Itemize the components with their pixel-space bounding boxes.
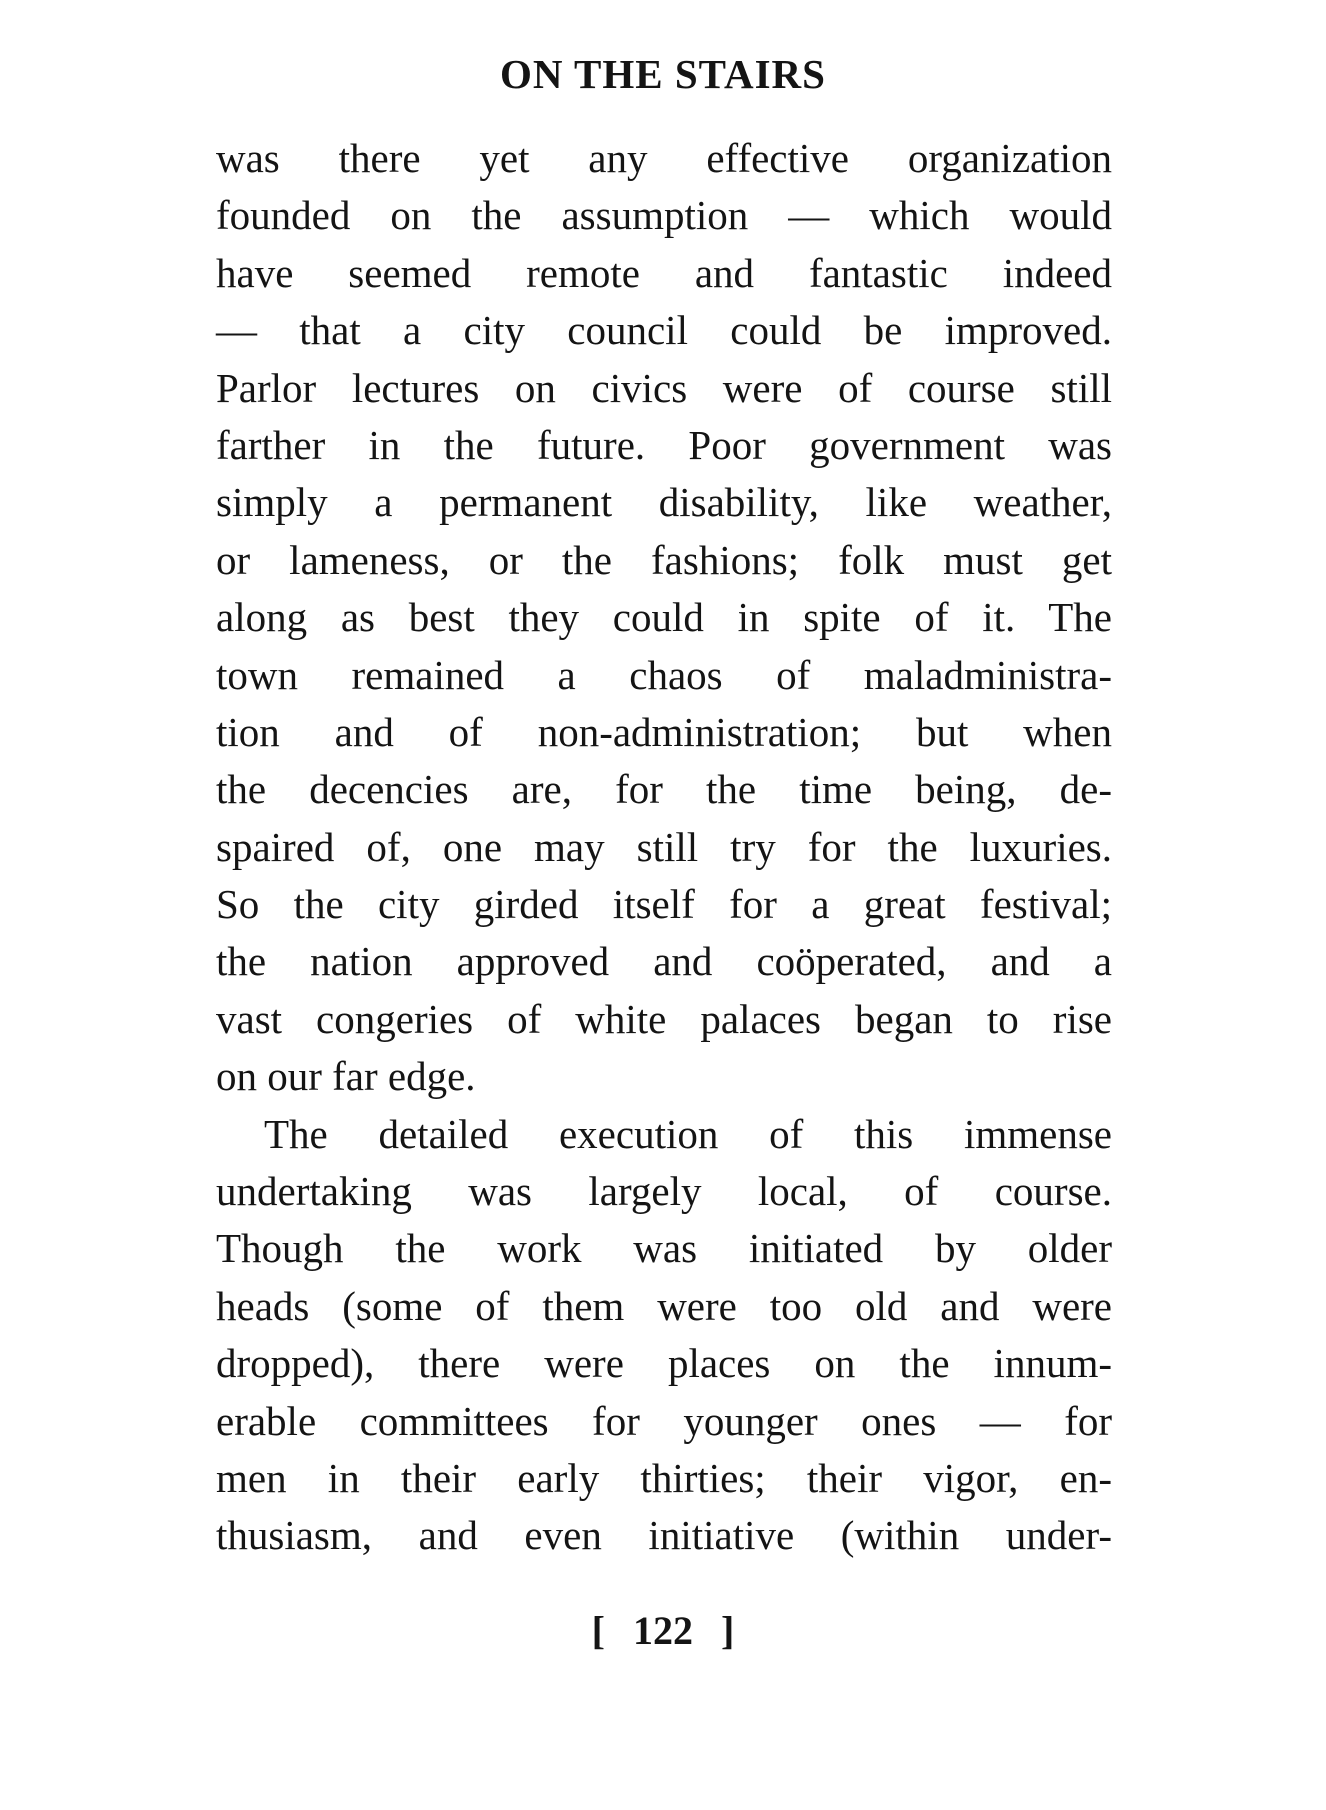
running-head: ON THE STAIRS <box>500 51 826 97</box>
text-line: So the city girded itself for a great festival; <box>216 881 1112 928</box>
body-text <box>216 130 1112 1565</box>
text-line: The detailed execution of this immense <box>264 1110 1112 1157</box>
text-line: Though the work was initiated by older <box>216 1225 1112 1272</box>
text-line: dropped), there were places on the innum- <box>216 1340 1112 1387</box>
paragraph-1 <box>216 130 1112 1106</box>
text-line: town remained a chaos of maladministra- <box>216 651 1112 698</box>
page-number-value: 122 <box>633 1608 693 1653</box>
text-line: men in their early thirties; their vigor, en- <box>216 1454 1112 1501</box>
text-line: undertaking was largely local, of course. <box>216 1168 1112 1215</box>
text-line: have seemed remote and fantastic indeed <box>216 249 1112 296</box>
text-line: erable committees for younger ones — for <box>216 1397 1112 1444</box>
text-line: along as best they could in spite of it. The <box>216 594 1112 641</box>
text-line: founded on the assumption — which would <box>216 192 1112 239</box>
text-line: Parlor lectures on civics were of course still <box>216 364 1112 411</box>
text-line: tion and of non-administration; but when <box>216 708 1112 755</box>
page-number <box>0 1603 1326 1659</box>
text-line: farther in the future. Poor government was <box>216 421 1112 468</box>
text-line: was there yet any effective organization <box>216 135 1112 181</box>
text-line: the decencies are, for the time being, de- <box>216 766 1112 813</box>
text-line: or lameness, or the fashions; folk must get <box>216 536 1112 583</box>
text-line: thusiasm, and even initiative (within under- <box>216 1512 1112 1559</box>
text-line: vast congeries of white palaces began to rise <box>216 995 1112 1042</box>
text-line: simply a permanent disability, like weather, <box>216 479 1112 526</box>
text-line: the nation approved and coöperated, and a <box>216 938 1112 985</box>
page-number-close-bracket: ] <box>721 1608 735 1653</box>
text-line: on our far edge. <box>216 1053 476 1100</box>
text-line: spaired of, one may still try for the luxuries. <box>216 823 1112 870</box>
page-number-open-bracket: [ <box>591 1608 605 1653</box>
text-line: — that a city council could be improved. <box>216 307 1112 354</box>
paragraph-2 <box>216 1106 1112 1565</box>
text-line: heads (some of them were too old and were <box>216 1282 1112 1329</box>
